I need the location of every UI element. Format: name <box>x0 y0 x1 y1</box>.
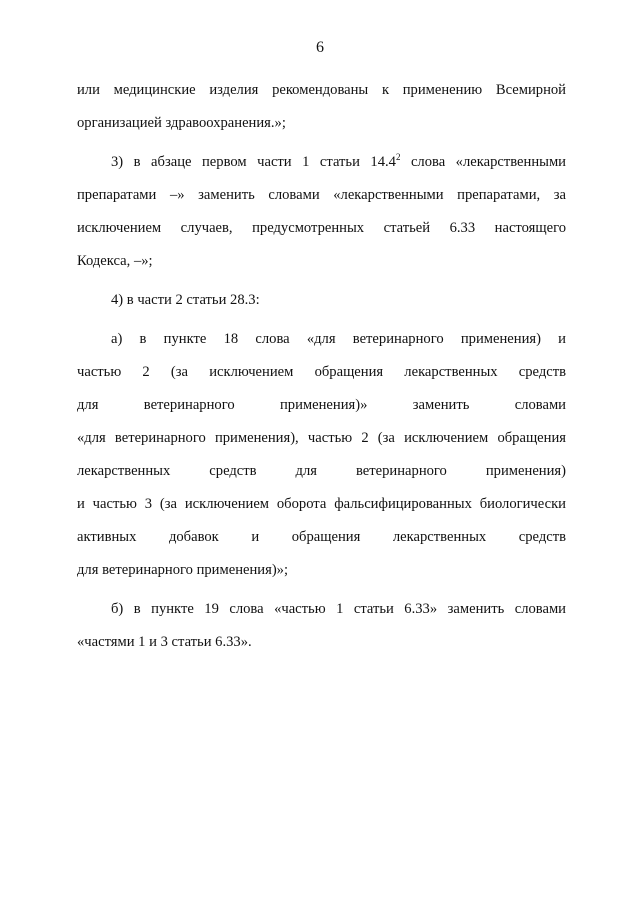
paragraph-continuation <box>77 74 566 140</box>
text-line: для ветеринарного применения)»; <box>77 562 289 578</box>
text-line: препаратами –» заменить словами «лекарственными препаратами, за <box>77 187 566 203</box>
page-number: 6 <box>316 39 324 56</box>
text-line: для ветеринарного применения)» заменить словами <box>77 397 566 413</box>
text-line: б) в пункте 19 слова «частью 1 статьи 6.33» заменить словами <box>111 601 566 617</box>
text-segment: 3) в абзаце первом части 1 статьи 14.4 <box>111 154 396 170</box>
text-line: лекарственных средств для ветеринарного применения) <box>77 463 566 479</box>
document-body <box>77 74 566 659</box>
text-line: Кодекса, –»; <box>77 253 153 269</box>
text-line: организацией здравоохранения.»; <box>77 115 286 131</box>
text-line: и частью 3 (за исключением оборота фальсифицированных биологически <box>77 496 566 512</box>
text-line: 4) в части 2 статьи 28.3: <box>111 292 260 308</box>
text-line: а) в пункте 18 слова «для ветеринарного применения) и <box>111 331 566 347</box>
text-line: исключением случаев, предусмотренных статьей 6.33 настоящего <box>77 220 566 236</box>
text-line: частью 2 (за исключением обращения лекарственных средств <box>77 364 566 380</box>
paragraph-item-3 <box>77 146 566 278</box>
paragraph-subitem-a <box>77 323 566 587</box>
text-line: «частями 1 и 3 статьи 6.33». <box>77 634 252 650</box>
paragraph-item-4 <box>77 284 566 317</box>
text-segment: слова «лекарственными <box>400 154 566 170</box>
text-line: активных добавок и обращения лекарственных средств <box>77 529 566 545</box>
text-line <box>77 146 566 179</box>
text-line: «для ветеринарного применения), частью 2 (за исключением обращения <box>77 430 566 446</box>
text-line: или медицинские изделия рекомендованы к применению Всемирной <box>77 82 566 98</box>
superscript: 2 <box>395 152 401 162</box>
paragraph-subitem-b <box>77 593 566 659</box>
